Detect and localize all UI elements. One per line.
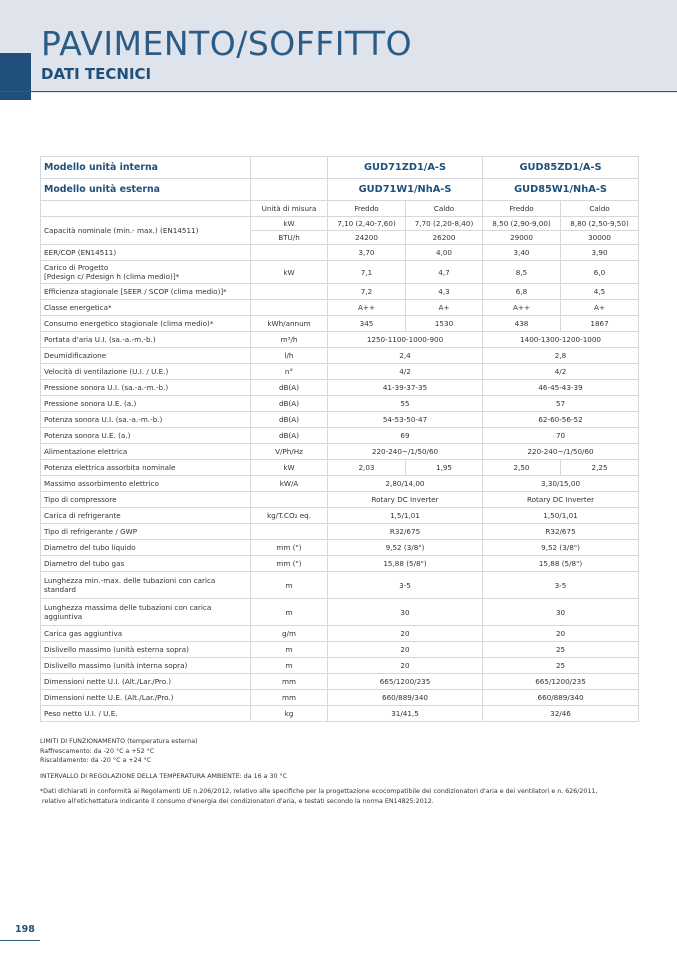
mode-header: Freddo bbox=[328, 201, 406, 217]
row-label: Efficienza stagionale [SEER / SCOP (clima medio)]* bbox=[41, 284, 251, 300]
footnote: *Dati dichiarati in conformità ai Regolamenti UE n.206/2012, relativo alle specifiche per la progettazione ecocompatibile dei condizionatori d'aria e dei ventilatori e n. 626/2011, relativo all'etichettatura indicante il consumo d'energia dei condizionatori d'aria, e testati secondo la norma EN14825:2012. bbox=[40, 788, 598, 805]
cell: 41-39-37-35 bbox=[328, 380, 483, 396]
cell: R32/675 bbox=[328, 524, 483, 540]
cell: 1867 bbox=[561, 316, 639, 332]
table-row bbox=[41, 245, 639, 261]
cell: 55 bbox=[328, 396, 483, 412]
cell: 57 bbox=[483, 396, 639, 412]
indoor-model-a: GUD71ZD1/A-S bbox=[328, 157, 483, 179]
cell: 30 bbox=[328, 599, 483, 626]
row-label: Tipo di compressore bbox=[41, 492, 251, 508]
table-row bbox=[41, 380, 639, 396]
cell: 25 bbox=[483, 642, 639, 658]
table-row bbox=[41, 460, 639, 476]
cell: 4/2 bbox=[328, 364, 483, 380]
outdoor-model-a: GUD71W1/NhA-S bbox=[328, 179, 483, 201]
cell: 1400-1300-1200-1000 bbox=[483, 332, 639, 348]
row-unit: kW/A bbox=[251, 476, 328, 492]
cell: 2,25 bbox=[561, 460, 639, 476]
page-subtitle: DATI TECNICI bbox=[41, 65, 152, 83]
cell: 3-5 bbox=[483, 572, 639, 599]
row-unit: m bbox=[251, 642, 328, 658]
table-row bbox=[41, 658, 639, 674]
cell: 7,2 bbox=[328, 284, 406, 300]
cell: 7,1 bbox=[328, 261, 406, 284]
table-row bbox=[41, 572, 639, 599]
row-unit: V/Ph/Hz bbox=[251, 444, 328, 460]
table-row bbox=[41, 674, 639, 690]
cell: 7,70 (2,20-8,40) bbox=[406, 217, 483, 231]
page-number-underline bbox=[0, 940, 40, 941]
table-row bbox=[41, 428, 639, 444]
row-unit: g/m bbox=[251, 626, 328, 642]
cell: A++ bbox=[483, 300, 561, 316]
row-label: Lunghezza min.-max. delle tubazioni con carica standard bbox=[41, 572, 251, 599]
cell: 6,8 bbox=[483, 284, 561, 300]
table-row bbox=[41, 217, 639, 231]
outdoor-model-b: GUD85W1/NhA-S bbox=[483, 179, 639, 201]
cell: 30000 bbox=[561, 231, 639, 245]
notes-section bbox=[40, 737, 640, 813]
cell: 46-45-43-39 bbox=[483, 380, 639, 396]
cell: 1,95 bbox=[406, 460, 483, 476]
cell: 20 bbox=[483, 626, 639, 642]
row-label: Dimensioni nette U.I. (Alt./Lar./Pro.) bbox=[41, 674, 251, 690]
row-label: Alimentazione elettrica bbox=[41, 444, 251, 460]
cell: 15,88 (5/8") bbox=[483, 556, 639, 572]
table-row bbox=[41, 524, 639, 540]
cell: 9,52 (3/8") bbox=[483, 540, 639, 556]
row-unit: dB(A) bbox=[251, 412, 328, 428]
row-label: Pressione sonora U.E. (a.) bbox=[41, 396, 251, 412]
cell: 2,4 bbox=[328, 348, 483, 364]
row-label: Diametro del tubo gas bbox=[41, 556, 251, 572]
row-label: Velocità di ventilazione (U.I. / U.E.) bbox=[41, 364, 251, 380]
table-row bbox=[41, 444, 639, 460]
cell: 20 bbox=[328, 658, 483, 674]
row-unit: m³/h bbox=[251, 332, 328, 348]
table-row-outdoor-model bbox=[41, 179, 639, 201]
mode-header: Freddo bbox=[483, 201, 561, 217]
table-row bbox=[41, 300, 639, 316]
cell: 4/2 bbox=[483, 364, 639, 380]
unit-header: Unità di misura bbox=[251, 201, 328, 217]
cell: 70 bbox=[483, 428, 639, 444]
row-unit: mm bbox=[251, 690, 328, 706]
row-unit: mm (") bbox=[251, 540, 328, 556]
cell: 438 bbox=[483, 316, 561, 332]
row-label: Diametro del tubo liquido bbox=[41, 540, 251, 556]
row-label: Consumo energetico stagionale (clima medio)* bbox=[41, 316, 251, 332]
cell: 15,88 (5/8") bbox=[328, 556, 483, 572]
row-unit: l/h bbox=[251, 348, 328, 364]
row-unit: m bbox=[251, 658, 328, 674]
row-unit: dB(A) bbox=[251, 396, 328, 412]
row-unit: kW bbox=[251, 217, 328, 231]
row-label: Dislivello massimo (unità interna sopra) bbox=[41, 658, 251, 674]
cell: 3,30/15,00 bbox=[483, 476, 639, 492]
cell: 3,90 bbox=[561, 245, 639, 261]
cell: 4,00 bbox=[406, 245, 483, 261]
limits-heating: Riscaldamento: da -20 °C a +24 °C bbox=[40, 757, 152, 765]
mode-header: Caldo bbox=[406, 201, 483, 217]
table-row bbox=[41, 364, 639, 380]
table-row bbox=[41, 284, 639, 300]
table-row bbox=[41, 348, 639, 364]
table-row-header bbox=[41, 201, 639, 217]
row-label: Pressione sonora U.I. (sa.-a.-m.-b.) bbox=[41, 380, 251, 396]
table-row bbox=[41, 706, 639, 722]
row-label: Potenza sonora U.E. (a.) bbox=[41, 428, 251, 444]
row-unit: kg/T.CO₂ eq. bbox=[251, 508, 328, 524]
cell: R32/675 bbox=[483, 524, 639, 540]
cell: 7,10 (2,40-7,60) bbox=[328, 217, 406, 231]
table-row bbox=[41, 332, 639, 348]
row-label: Portata d'aria U.I. (sa.-a.-m.-b.) bbox=[41, 332, 251, 348]
row-unit: mm bbox=[251, 674, 328, 690]
table-row bbox=[41, 412, 639, 428]
row-unit: kg bbox=[251, 706, 328, 722]
table-row bbox=[41, 492, 639, 508]
row-label: Classe energetica* bbox=[41, 300, 251, 316]
row-label: Dimensioni nette U.E. (Alt./Lar./Pro.) bbox=[41, 690, 251, 706]
cell: 30 bbox=[483, 599, 639, 626]
row-unit: kWh/annum bbox=[251, 316, 328, 332]
cell: 665/1200/235 bbox=[483, 674, 639, 690]
table-row bbox=[41, 508, 639, 524]
cell: 54-53-50-47 bbox=[328, 412, 483, 428]
indoor-model-label: Modello unità interna bbox=[41, 157, 251, 179]
limits-title: LIMITI DI FUNZIONAMENTO (temperatura esterna) bbox=[40, 738, 198, 745]
cell: 32/46 bbox=[483, 706, 639, 722]
row-unit: m bbox=[251, 572, 328, 599]
row-label: Massimo assorbimento elettrico bbox=[41, 476, 251, 492]
spec-table bbox=[40, 156, 639, 722]
header-accent-bar bbox=[0, 53, 31, 100]
cell: 1,50/1,01 bbox=[483, 508, 639, 524]
cell: 8,50 (2,90-9,00) bbox=[483, 217, 561, 231]
header-divider bbox=[0, 91, 677, 92]
cell: 2,80/14,00 bbox=[328, 476, 483, 492]
cell: 660/889/340 bbox=[328, 690, 483, 706]
cell: 1530 bbox=[406, 316, 483, 332]
cell: 3,70 bbox=[328, 245, 406, 261]
page-number: 198 bbox=[15, 924, 35, 935]
table-row bbox=[41, 556, 639, 572]
row-label: Potenza sonora U.I. (sa.-a.-m.-b.) bbox=[41, 412, 251, 428]
cell: 29000 bbox=[483, 231, 561, 245]
page-title: PAVIMENTO/SOFFITTO bbox=[41, 24, 413, 63]
cell: A++ bbox=[328, 300, 406, 316]
table-row bbox=[41, 690, 639, 706]
table-row bbox=[41, 642, 639, 658]
limits-cooling: Raffrescamento: da -20 °C a +52 °C bbox=[40, 747, 155, 755]
outdoor-model-label: Modello unità esterna bbox=[41, 179, 251, 201]
cell: 220-240~/1/50/60 bbox=[328, 444, 483, 460]
mode-header: Caldo bbox=[561, 201, 639, 217]
cell: 2,50 bbox=[483, 460, 561, 476]
row-unit: mm (") bbox=[251, 556, 328, 572]
cell: 8,80 (2,50-9,50) bbox=[561, 217, 639, 231]
row-unit: kW bbox=[251, 460, 328, 476]
cell: 2,03 bbox=[328, 460, 406, 476]
cell: 660/889/340 bbox=[483, 690, 639, 706]
table-row bbox=[41, 540, 639, 556]
cell: 665/1200/235 bbox=[328, 674, 483, 690]
row-label: Carica di refrigerante bbox=[41, 508, 251, 524]
cell: 24200 bbox=[328, 231, 406, 245]
row-label: Peso netto U.I. / U.E. bbox=[41, 706, 251, 722]
cell: 1,5/1,01 bbox=[328, 508, 483, 524]
row-label: Lunghezza massima delle tubazioni con carica aggiuntiva bbox=[41, 599, 251, 626]
cell: 3-5 bbox=[328, 572, 483, 599]
row-label: Capacità nominale (min.- max.) (EN14511) bbox=[41, 217, 251, 245]
cell: 20 bbox=[328, 642, 483, 658]
table-row bbox=[41, 261, 639, 284]
cell: 345 bbox=[328, 316, 406, 332]
cell: Rotary DC Inverter bbox=[328, 492, 483, 508]
temperature-interval: INTERVALLO DI REGOLAZIONE DELLA TEMPERATURA AMBIENTE: da 16 a 30 °C bbox=[40, 772, 288, 780]
cell: 3,40 bbox=[483, 245, 561, 261]
cell: A+ bbox=[561, 300, 639, 316]
operating-limits bbox=[40, 737, 640, 766]
row-unit: n° bbox=[251, 364, 328, 380]
row-label: Dislivello massimo (unità esterna sopra) bbox=[41, 642, 251, 658]
cell: 4,5 bbox=[561, 284, 639, 300]
cell: 26200 bbox=[406, 231, 483, 245]
cell: 69 bbox=[328, 428, 483, 444]
cell: 8,5 bbox=[483, 261, 561, 284]
row-label: Carico di Progetto [Pdesign c/ Pdesign h (clima medio)]* bbox=[41, 261, 251, 284]
cell: 62-60-56-52 bbox=[483, 412, 639, 428]
cell: 1250-1100-1000-900 bbox=[328, 332, 483, 348]
cell: A+ bbox=[406, 300, 483, 316]
row-unit: kW bbox=[251, 261, 328, 284]
row-label: Tipo di refrigerante / GWP bbox=[41, 524, 251, 540]
cell: 6,0 bbox=[561, 261, 639, 284]
indoor-model-b: GUD85ZD1/A-S bbox=[483, 157, 639, 179]
table-row bbox=[41, 626, 639, 642]
cell: 31/41,5 bbox=[328, 706, 483, 722]
table-row-indoor-model bbox=[41, 157, 639, 179]
table-row bbox=[41, 396, 639, 412]
row-unit: m bbox=[251, 599, 328, 626]
cell: 25 bbox=[483, 658, 639, 674]
row-label: Potenza elettrica assorbita nominale bbox=[41, 460, 251, 476]
cell: 220-240~/1/50/60 bbox=[483, 444, 639, 460]
row-label: Carica gas aggiuntiva bbox=[41, 626, 251, 642]
row-label: Deumidificazione bbox=[41, 348, 251, 364]
cell: 20 bbox=[328, 626, 483, 642]
row-unit: dB(A) bbox=[251, 380, 328, 396]
row-unit: BTU/h bbox=[251, 231, 328, 245]
row-label: EER/COP (EN14511) bbox=[41, 245, 251, 261]
cell: 2,8 bbox=[483, 348, 639, 364]
table-row bbox=[41, 599, 639, 626]
cell: 4,7 bbox=[406, 261, 483, 284]
cell: 4,3 bbox=[406, 284, 483, 300]
table-row bbox=[41, 316, 639, 332]
cell: 9,52 (3/8") bbox=[328, 540, 483, 556]
cell: Rotary DC Inverter bbox=[483, 492, 639, 508]
row-unit: dB(A) bbox=[251, 428, 328, 444]
table-row bbox=[41, 476, 639, 492]
